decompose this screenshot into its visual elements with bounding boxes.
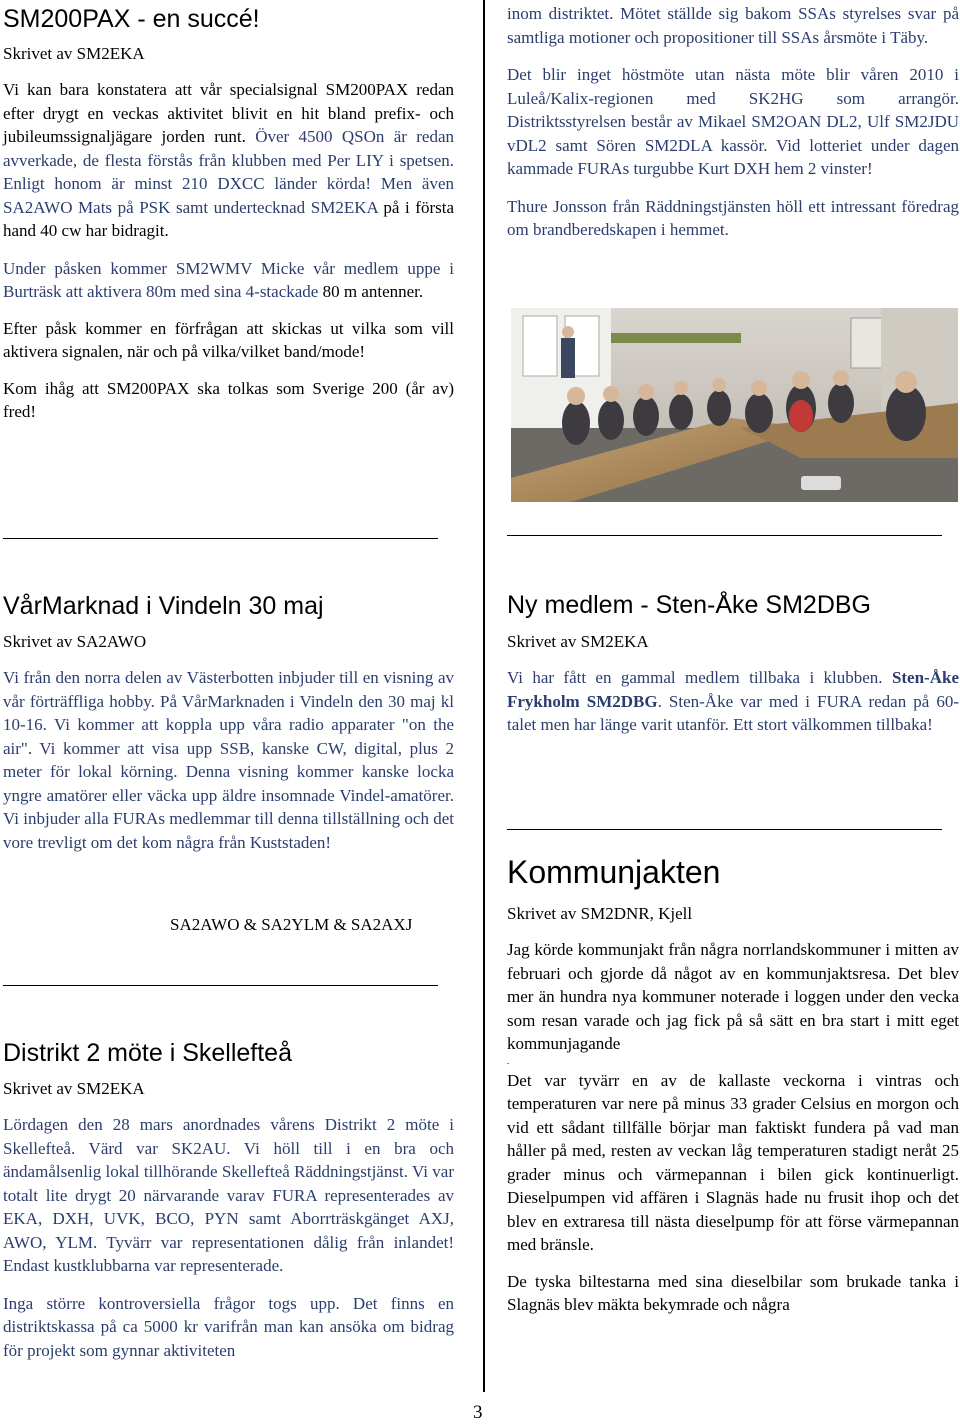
article-title: Ny medlem - Sten-Åke SM2DBG — [507, 591, 871, 619]
article-paragraph: Det blir inget höstmöte utan nästa möte blir våren 2010 i Luleå/Kalix-regionen med SK2HG som arrangör. Distriktsstyrelsen består av Mikael SM2OAN DL2, Ulf SM2JDU vDL2 samt Sören SM2DLA kassör. Vid lotteriet under dagen kammade FURAs turgubbe Kurt DXH hem 2 vinster! — [507, 65, 959, 178]
article-paragraph: Vi har fått en gammal medlem tillbaka i klubben. Sten-Åke Frykholm SM2DBG. Sten-Åke var med i FURA redan på 60-talet men har länge varit utanför. Ett stort välkommen tillbaka! — [507, 668, 959, 734]
article-byline: Skrivet av SM2EKA — [507, 632, 649, 651]
article-title: Distrikt 2 möte i Skellefteå — [3, 1039, 292, 1067]
article-byline: Skrivet av SA2AWO — [3, 632, 147, 651]
section-divider — [507, 829, 942, 830]
article-sm200pax — [3, 4, 454, 424]
section-divider — [3, 985, 438, 986]
article-paragraph: Jag körde kommunjakt från några norrlandskommuner i mitten av februari och gjorde då något av en kommunjaktsresa. Det blev mer än hundra nya kommuner noterade i loggen under den vecka som resan varade och jag fick på så sätt en bra start i mitt eget kommunjagande — [507, 940, 959, 1053]
article-paragraph: Lördagen den 28 mars anordnades vårens Distrikt 2 möte i Skellefteå. Värd var SK2AU. Vi höll till i en bra och ändamålsenlig lokal tillhörande Skellefteå Räddningstjänst. Vi var totalt lite drygt 20 närvarande varav FURA representerades av EKA, DXH, UVK, BCO, PYN samt Aborrträskgänget AXJ, AWO, YLM. Tyvärr var representationen dålig från inlandet! Endast kustklubbarna var representerade. — [3, 1115, 454, 1275]
article-paragraph: De tyska biltestarna med sina dieselbilar som brukade tanka i Slagnäs blev mäkta bekymrade och några — [507, 1271, 959, 1314]
article-title: VårMarknad i Vindeln 30 maj — [3, 592, 324, 620]
article-paragraph: Kom ihåg att SM200PAX ska tolkas som Sverige 200 (år av) fred! — [3, 378, 454, 421]
meeting-photo — [511, 308, 958, 502]
article-varmarknad — [3, 591, 454, 854]
column-divider — [483, 0, 485, 1392]
section-divider — [507, 535, 942, 536]
article-paragraph: Under påsken kommer SM2WMV Micke vår medlem uppe i Burträsk att aktivera 80m med sina 4-stackade 80 m antenner. — [3, 258, 454, 301]
article-paragraph: inom distriktet. Mötet ställde sig bakom SSAs styrelses svar på samtliga motioner och propositioner till SSAs årsmöte i Täby. — [507, 4, 959, 47]
article-continued — [507, 2, 959, 242]
stray-dot: . — [507, 1055, 510, 1066]
article-paragraph: Det var tyvärr en av de kallaste veckorna i vintras och temperaturen var nere på minus 33 grader Celsius en morgon och vid ett sådant tillfälle börjar man faktiskt fundera på vad man håller på med, resten av veckan låg temperaturen stadigt neråt 25 grader minus och värmepannan i bilen gick kontinuerligt. Dieselpumpen vid affären i Slagnäs hade nu frusit ihop och det blev en extraresa till nästa dieselpump för att förse värmepannan med bränsle. — [507, 1070, 959, 1254]
page-number: 3 — [473, 1402, 483, 1423]
article-paragraph: Vi kan bara konstatera att vår specialsignal SM200PAX redan efter drygt en veckas aktivitet blivit en hit bland prefix- och jubileumssignaljägare jorden runt. Över 4500 QSOn är redan avverkade, de flesta förstås från klubben med Per LIY i spetsen. Enligt honom är minst 210 DXCC länder körda! Men även SA2AWO Mats på PSK samt undertecknad SM2EKA på i första hand 40 cw har bidragit. — [3, 80, 454, 240]
article-title: SM200PAX - en succé! — [3, 5, 260, 33]
section-divider — [3, 538, 438, 539]
article-paragraph: Vi från den norra delen av Västerbotten inbjuder till en visning av vår förträffliga hobby. På VårMarknaden i Vindeln den 30 maj kl 10-16. Vi kommer att koppla upp våra radio apparater "on the air". Vi kommer att visa upp SSB, kanske CW, digital, plus 2 meter för lokal körning. Denna visning kommer kanske locka yngre amatörer eller väcka upp äldre insomnade Vindel-amatörer. Vi inbjuder alla FURAs medlemmar till denna tillställning och det vore trevligt om det kom några från Kuststaden! — [3, 668, 454, 852]
article-paragraph: Inga större kontroversiella frågor togs upp. Det finns en distriktskassa på ca 5000 kr varifrån man kan ansöka om bidrag för projekt som gynnar aktiviteten — [3, 1293, 454, 1360]
article-paragraph: Thure Jonsson från Räddningstjänsten höll ett intressant föredrag om brandberedskapen i hemmet. — [507, 196, 959, 239]
article-paragraph: Efter påsk kommer en förfrågan att skickas ut vilka som vill aktivera signalen, när och på vilka/vilket band/mode! — [3, 318, 454, 361]
article-byline: Skrivet av SM2EKA — [3, 44, 145, 63]
article-byline: Skrivet av SM2EKA — [3, 1079, 145, 1098]
article-nymedlem — [507, 590, 959, 737]
article-signature: SA2AWO & SA2YLM & SA2AXJ — [170, 915, 413, 934]
article-distrikt2 — [3, 1038, 454, 1362]
article-kommunjakten — [507, 853, 959, 1317]
article-title: Kommunjakten — [507, 854, 721, 890]
article-byline: Skrivet av SM2DNR, Kjell — [507, 904, 693, 923]
